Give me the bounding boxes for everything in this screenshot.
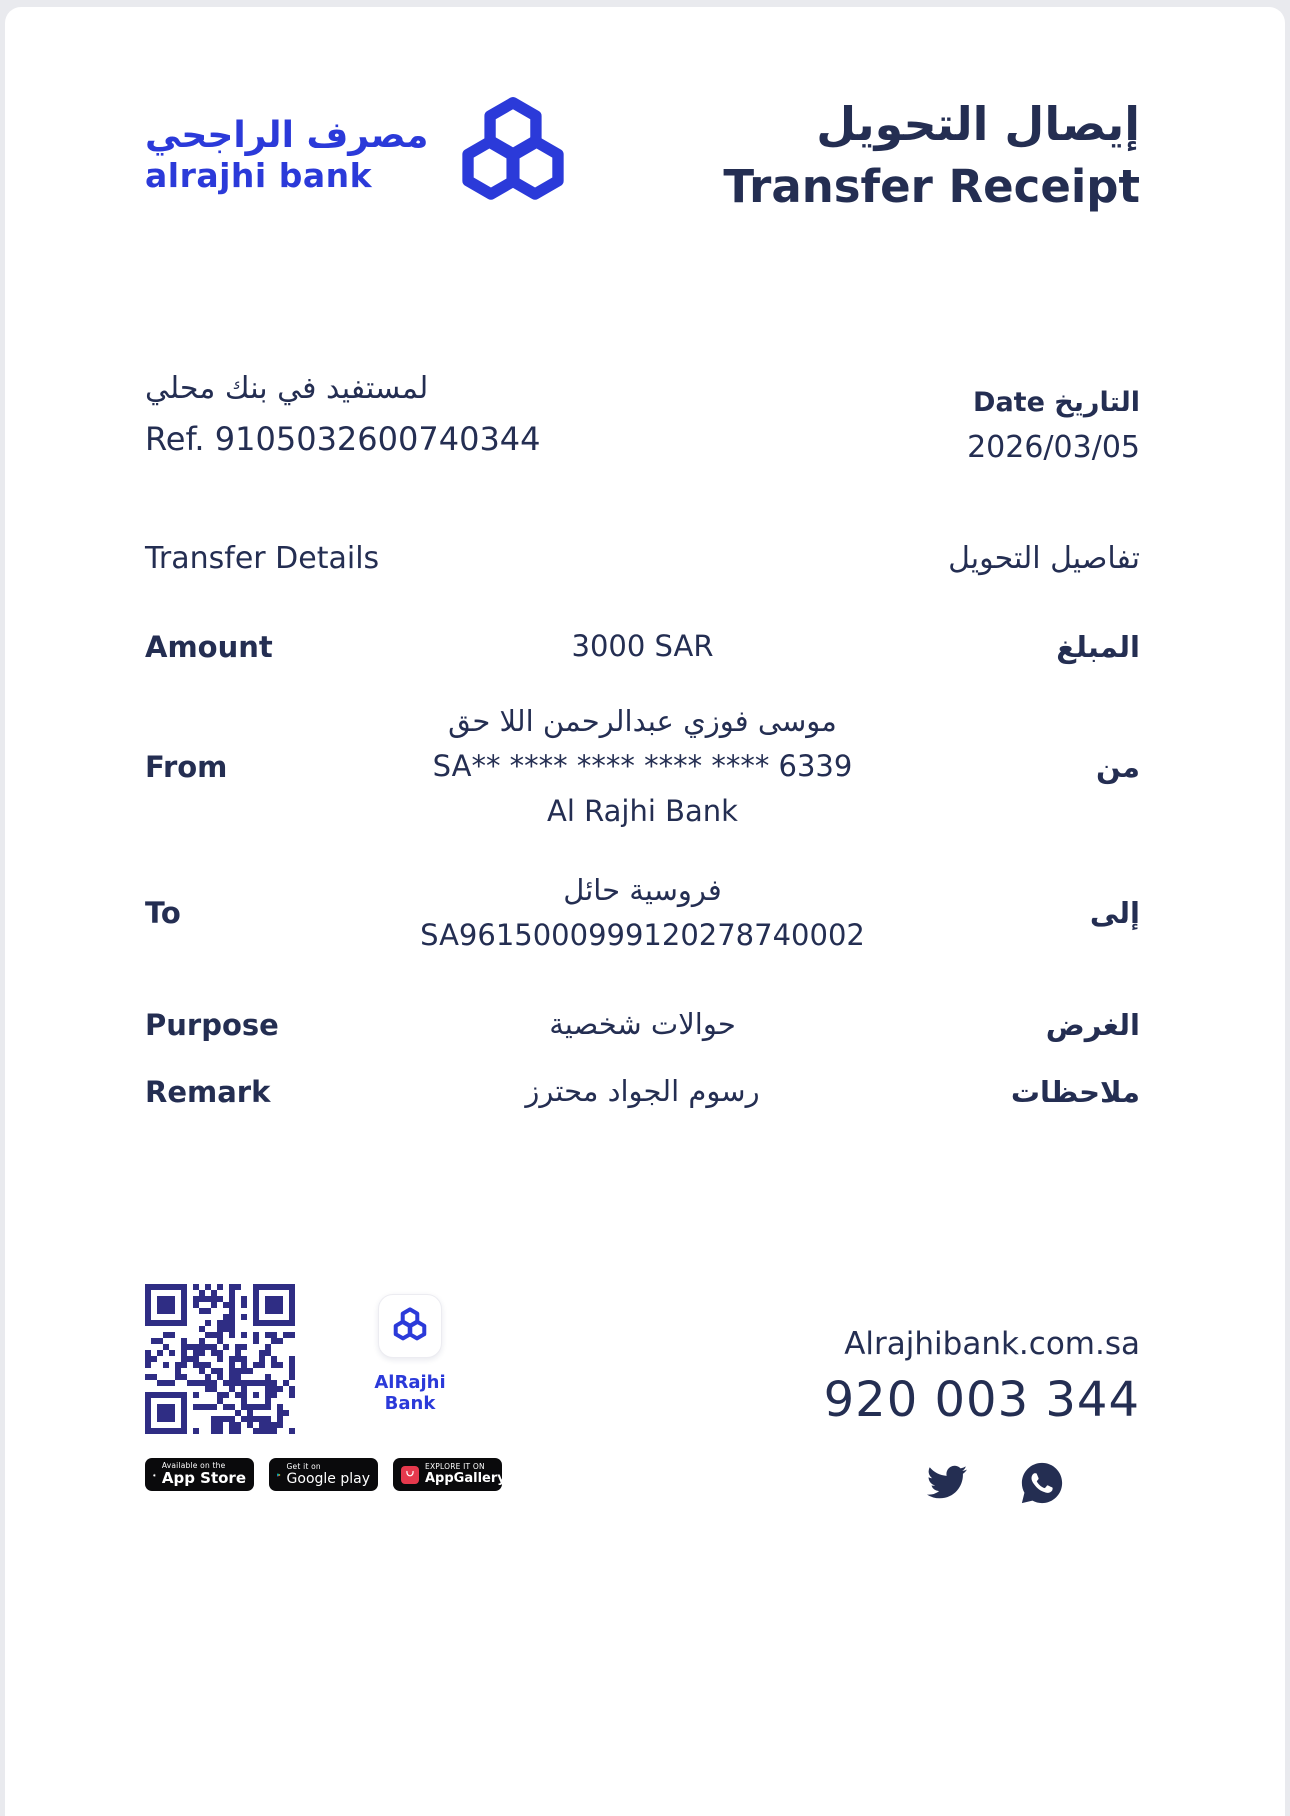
amount-label-en: Amount [145, 629, 273, 664]
date-label: التاريخ Date [973, 387, 1140, 418]
to-value [375, 868, 910, 958]
section-title-en: Transfer Details [145, 541, 380, 576]
footer-left [145, 1284, 506, 1504]
to-label-en: To [145, 896, 181, 930]
app-store-badge-bottom: App Store [161, 1469, 246, 1488]
sender-name: موسى فوزي عبدالرحمن اللا حق [448, 704, 837, 738]
google-play-icon [277, 1466, 281, 1484]
reference-number: Ref. 9105032600740344 [145, 420, 541, 458]
app-label: AlRajhi Bank [374, 1372, 446, 1414]
app-store-badge-top: Available on the [161, 1461, 226, 1471]
whatsapp-icon[interactable] [1021, 1462, 1063, 1504]
app-gallery-badge[interactable] [393, 1458, 506, 1491]
purpose-label-en: Purpose [145, 1007, 279, 1042]
page-title-block [723, 98, 1140, 213]
from-label-ar: من [1095, 749, 1140, 784]
transfer-details-header [145, 541, 1140, 576]
meta-section [145, 371, 1140, 465]
sender-account-masked: SA** **** **** **** **** 6339 [432, 749, 853, 783]
amount-row [145, 624, 1140, 669]
qr-code [145, 1284, 295, 1434]
website-url: Alrajhibank.com.sa [844, 1326, 1140, 1362]
beneficiary-iban: SA9615000999120278740002 [420, 918, 865, 952]
date-value: 2026/03/05 [967, 430, 1140, 465]
apple-icon [153, 1465, 156, 1485]
app-store-badge[interactable] [145, 1458, 254, 1491]
app-gallery-icon [401, 1466, 419, 1484]
remark-label-ar: ملاحظات [1010, 1074, 1140, 1109]
date-block [967, 371, 1140, 465]
remark-value: رسوم الجواد محترز [525, 1074, 760, 1108]
app-gallery-badge-bottom: AppGallery [425, 1471, 506, 1487]
beneficiary-block [145, 371, 541, 465]
footer-right [824, 1284, 1140, 1504]
section-title-ar: تفاصيل التحويل [948, 541, 1140, 576]
remark-row [145, 1069, 1140, 1114]
alrajhi-logo-arabic: مصرف الراجحي [145, 115, 429, 157]
sender-bank: Al Rajhi Bank [547, 794, 738, 828]
google-play-badge-top: Get it on [286, 1461, 321, 1471]
footer [145, 1284, 1140, 1504]
alrajhi-logo-mark-icon [450, 95, 576, 215]
from-label-en: From [145, 749, 228, 784]
app-promo [350, 1284, 470, 1414]
alrajhi-logo-english: alrajhi bank [145, 155, 373, 195]
google-play-badge[interactable] [269, 1458, 378, 1491]
app-gallery-badge-top: EXPLORE IT ON [425, 1462, 485, 1472]
alrajhi-app-icon [378, 1294, 442, 1358]
alrajhi-app-mark-icon [390, 1307, 430, 1345]
from-row [145, 699, 1140, 834]
amount-label-ar: المبلغ [1056, 629, 1140, 664]
to-row [145, 868, 1140, 958]
alrajhi-logo [145, 95, 576, 215]
store-badges [145, 1458, 506, 1491]
to-label-ar: إلى [1089, 896, 1140, 930]
amount-value: 3000 SAR [571, 629, 714, 663]
purpose-row [145, 1002, 1140, 1047]
phone-number: 920 003 344 [823, 1372, 1140, 1428]
social-icons [824, 1462, 1063, 1504]
beneficiary-name: فروسية حائل [563, 873, 722, 907]
transfer-details-section [145, 541, 1140, 1114]
header [145, 7, 1140, 215]
google-play-badge-bottom: Google play [286, 1470, 370, 1487]
alrajhi-logo-text [145, 116, 428, 194]
page-title-arabic: إيصال التحويل [816, 96, 1140, 151]
purpose-label-ar: الغرض [1045, 1007, 1140, 1042]
twitter-icon[interactable] [925, 1462, 969, 1502]
page-title: Transfer Receipt [723, 159, 1140, 213]
receipt-card [5, 7, 1285, 1816]
from-value [375, 699, 910, 834]
beneficiary-note: لمستفيد في بنك محلي [145, 371, 429, 406]
purpose-value: حوالات شخصية [549, 1007, 736, 1041]
remark-label-en: Remark [145, 1074, 271, 1109]
